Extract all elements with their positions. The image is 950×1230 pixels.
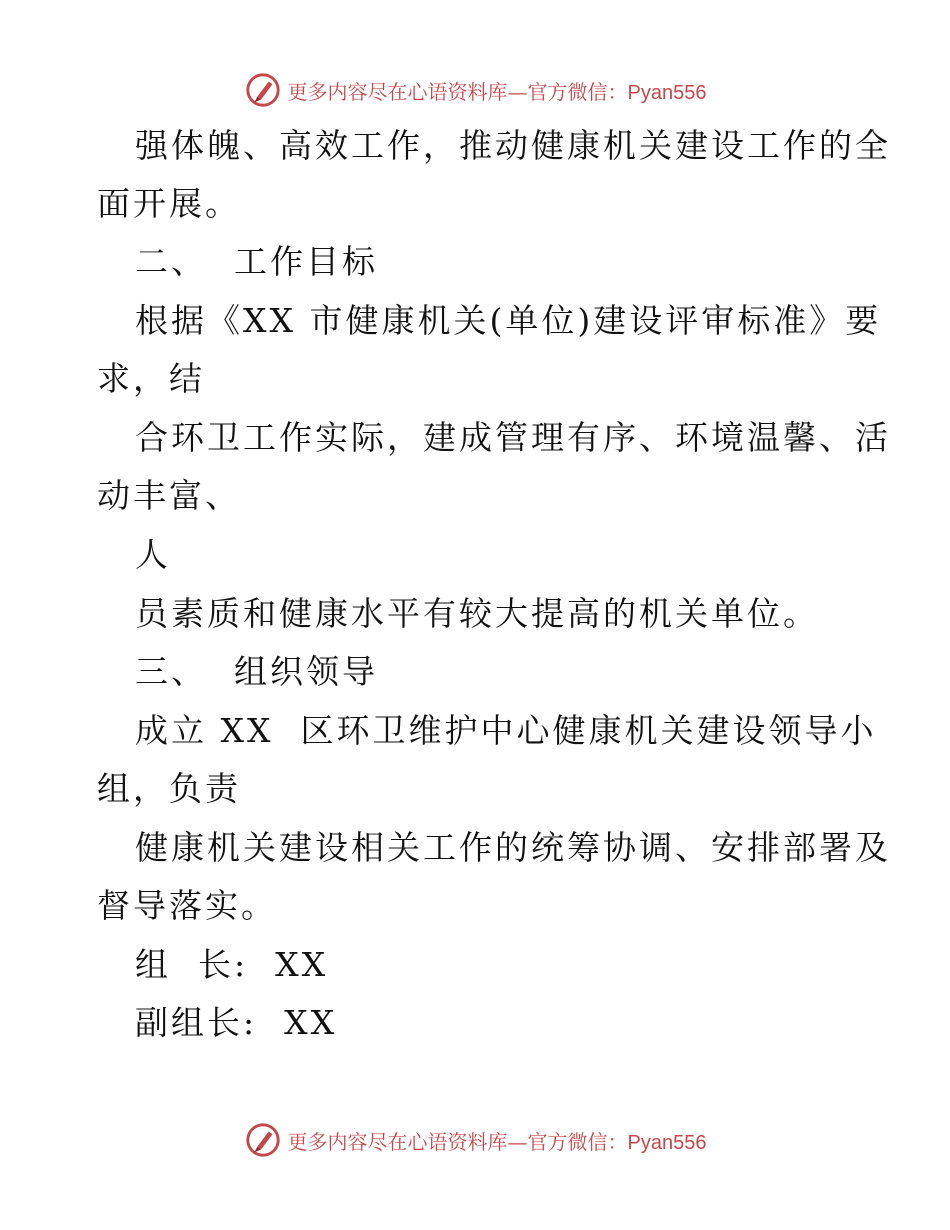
body-line: 督导落实。 [97, 886, 277, 925]
body-line: 组，负责 [97, 769, 241, 808]
body-line: 求，结 [97, 359, 205, 398]
body-line: 员素质和健康水平有较大提高的机关单位。 [135, 594, 819, 633]
footer-watermark [0, 1118, 950, 1162]
watermark-text: 更多内容尽在心语资料库—官方微信：Pyan556 [287, 1129, 707, 1154]
section-heading: 三、 组织领导 [135, 652, 378, 691]
body-line: 成立 XX 区环卫维护中心健康机关建设领导小 [135, 711, 877, 750]
body-line: 强体魄、高效工作，推动健康机关建设工作的全 [135, 126, 891, 165]
body-line: 人 [135, 535, 171, 574]
body-line: 动丰富、 [97, 476, 241, 515]
body-line: 合环卫工作实际，建成管理有序、环境温馨、活 [135, 418, 891, 457]
pen-logo-icon [244, 1121, 282, 1159]
body-line: 健康机关建设相关工作的统筹协调、安排部署及 [135, 828, 891, 867]
header-watermark [0, 68, 950, 112]
body-line: 面开展。 [97, 184, 241, 223]
pen-logo-icon [244, 71, 282, 109]
deputy-leader-line: 副组长: XX [135, 1003, 338, 1042]
group-leader-line: 组 长: XX [135, 945, 329, 984]
body-line: 根据《XX 市健康机关(单位)建设评审标准》要 [135, 301, 882, 340]
watermark-text: 更多内容尽在心语资料库—官方微信：Pyan556 [287, 79, 707, 104]
section-heading: 二、 工作目标 [135, 242, 378, 281]
